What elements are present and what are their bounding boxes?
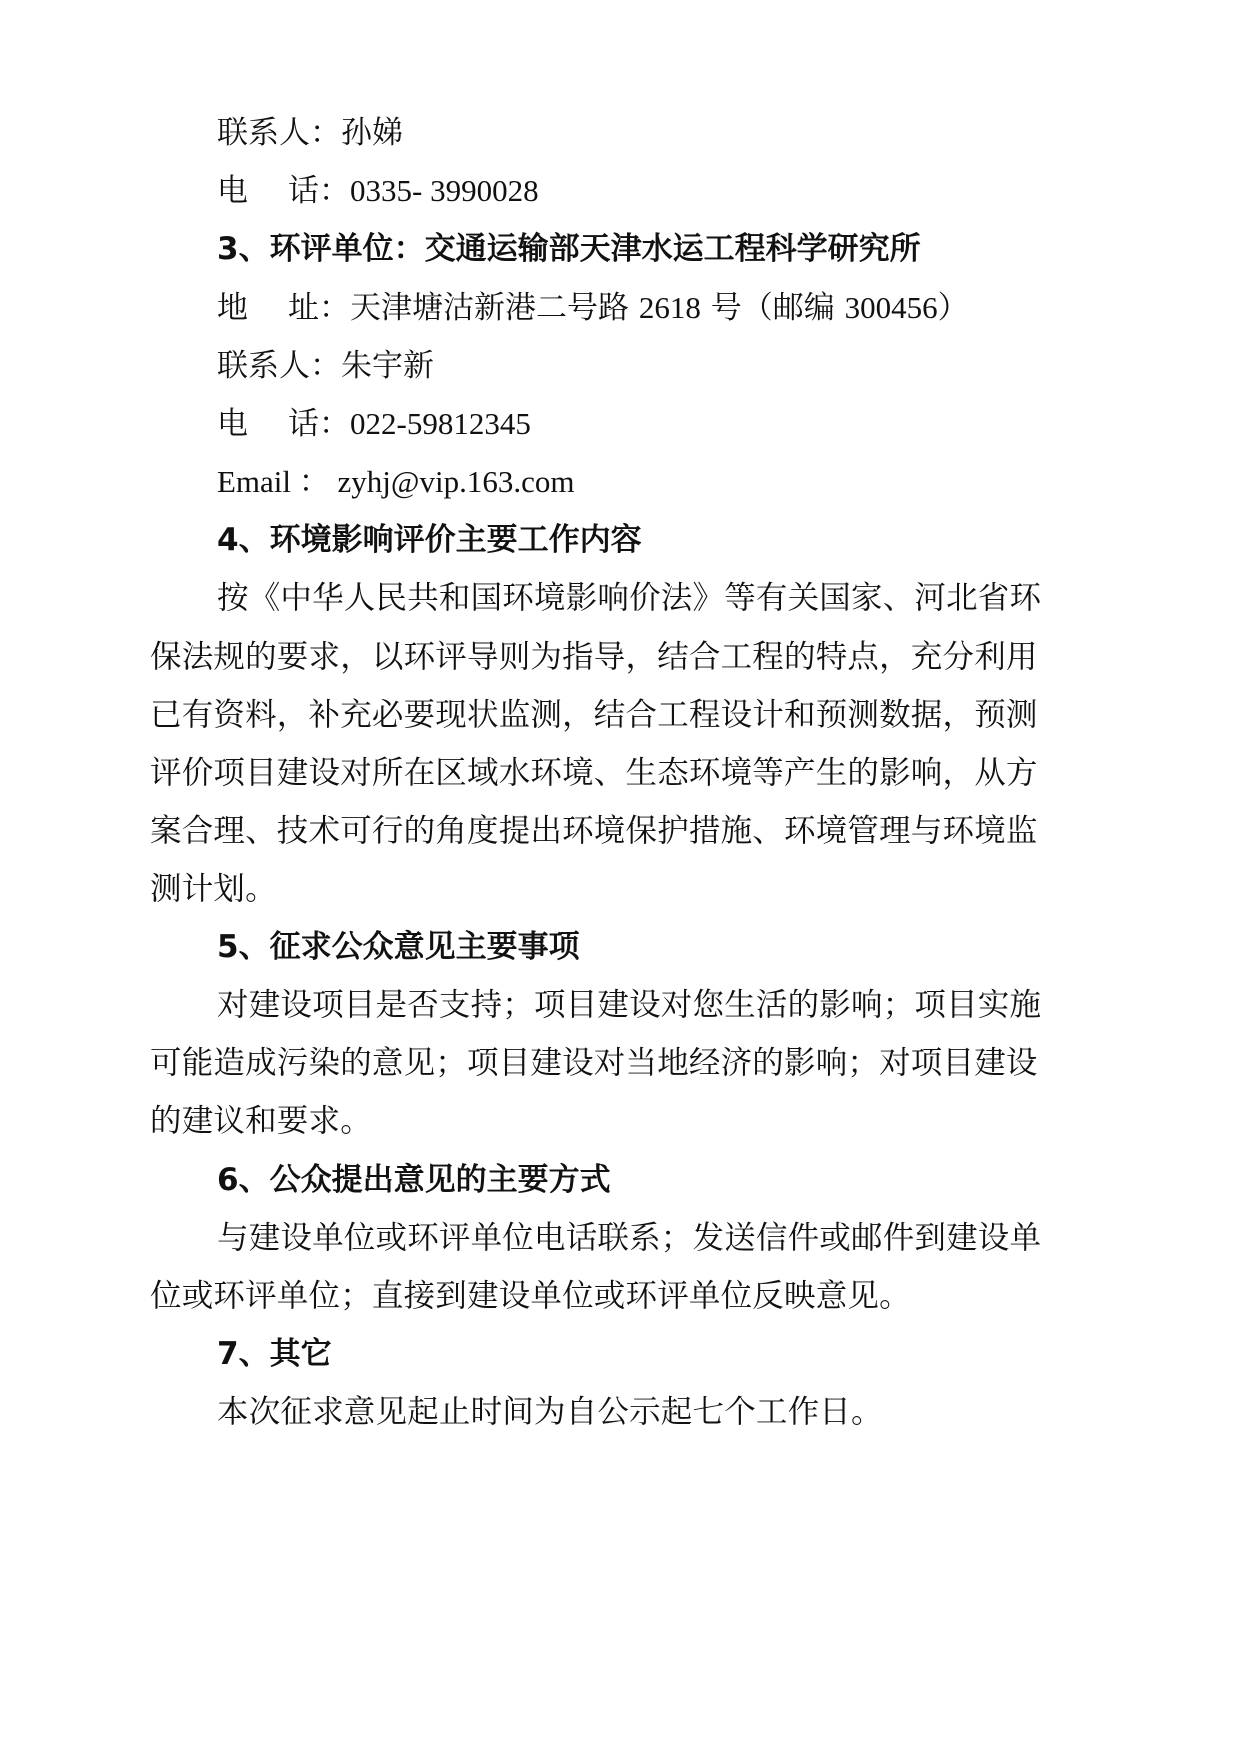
address-number: 2618 [638, 290, 701, 325]
section4-line-4: 评价项目建设对所在区域水环境、生态环境等产生的影响，从方 [150, 755, 1038, 791]
section5-line-3: 的建议和要求。 [150, 1103, 372, 1139]
section7-line-1: 本次征求意见起止时间为自公示起七个工作日。 [217, 1394, 883, 1430]
section6-heading: 6、公众提出意见的主要方式 [217, 1162, 611, 1198]
section4-line-1: 按《中华人民共和国环境影响价法》等有关国家、河北省环 [217, 580, 1042, 616]
address-street: 天津塘沽新港二号路 [350, 290, 629, 326]
section4-line-5: 案合理、技术可行的角度提出环境保护措施、环境管理与环境监 [150, 813, 1038, 849]
section4-line-3: 已有资料，补充必要现状监测，结合工程设计和预测数据，预测 [150, 697, 1038, 733]
address-line [217, 288, 969, 328]
postcode: 300456 [844, 290, 938, 325]
section6-line-1: 与建设单位或环评单位电话联系；发送信件或邮件到建设单 [217, 1220, 1042, 1256]
section6-line-2: 位或环评单位；直接到建设单位或环评单位反映意见。 [150, 1278, 911, 1314]
address-label-a: 地 [217, 290, 248, 326]
address-label-b: 址： [288, 290, 350, 326]
contact-person-label-2: 联系人： [217, 348, 341, 384]
phone-number-2: 022-59812345 [350, 406, 531, 441]
section4-line-2: 保法规的要求，以环评导则为指导，结合工程的特点，充分利用 [150, 639, 1038, 675]
address-close: ） [937, 290, 969, 326]
email-label: Email ： [217, 464, 330, 499]
section4-line-6: 测计划。 [150, 871, 277, 907]
phone-label-b-2: 话： [288, 406, 350, 442]
contact-person-label: 联系人： [217, 115, 341, 151]
email-address: zyhj@vip.163.com [337, 464, 575, 499]
section7-heading: 7、其它 [217, 1336, 332, 1372]
address-mid: 号（邮编 [710, 290, 835, 326]
section5-heading: 5、征求公众意见主要事项 [217, 929, 580, 965]
section5-line-1: 对建设项目是否支持；项目建设对您生活的影响；项目实施 [217, 987, 1042, 1023]
phone-number: 0335- 3990028 [350, 173, 539, 208]
section5-line-2: 可能造成污染的意见；项目建设对当地经济的影响；对项目建设 [150, 1045, 1038, 1081]
phone-label-b: 话： [288, 173, 350, 209]
phone-label-a: 电 [217, 173, 248, 209]
contact-person-name-2: 朱宇新 [341, 348, 434, 384]
contact-person-line [217, 113, 403, 153]
email-line [217, 462, 574, 502]
phone-line-2 [217, 404, 531, 444]
contact-person-name: 孙娣 [341, 115, 403, 151]
contact-person-line-2 [217, 346, 434, 386]
phone-label-a-2: 电 [217, 406, 248, 442]
section4-heading: 4、环境影响评价主要工作内容 [217, 522, 642, 558]
section3-heading: 3、环评单位：交通运输部天津水运工程科学研究所 [217, 231, 921, 267]
phone-line [217, 171, 539, 211]
